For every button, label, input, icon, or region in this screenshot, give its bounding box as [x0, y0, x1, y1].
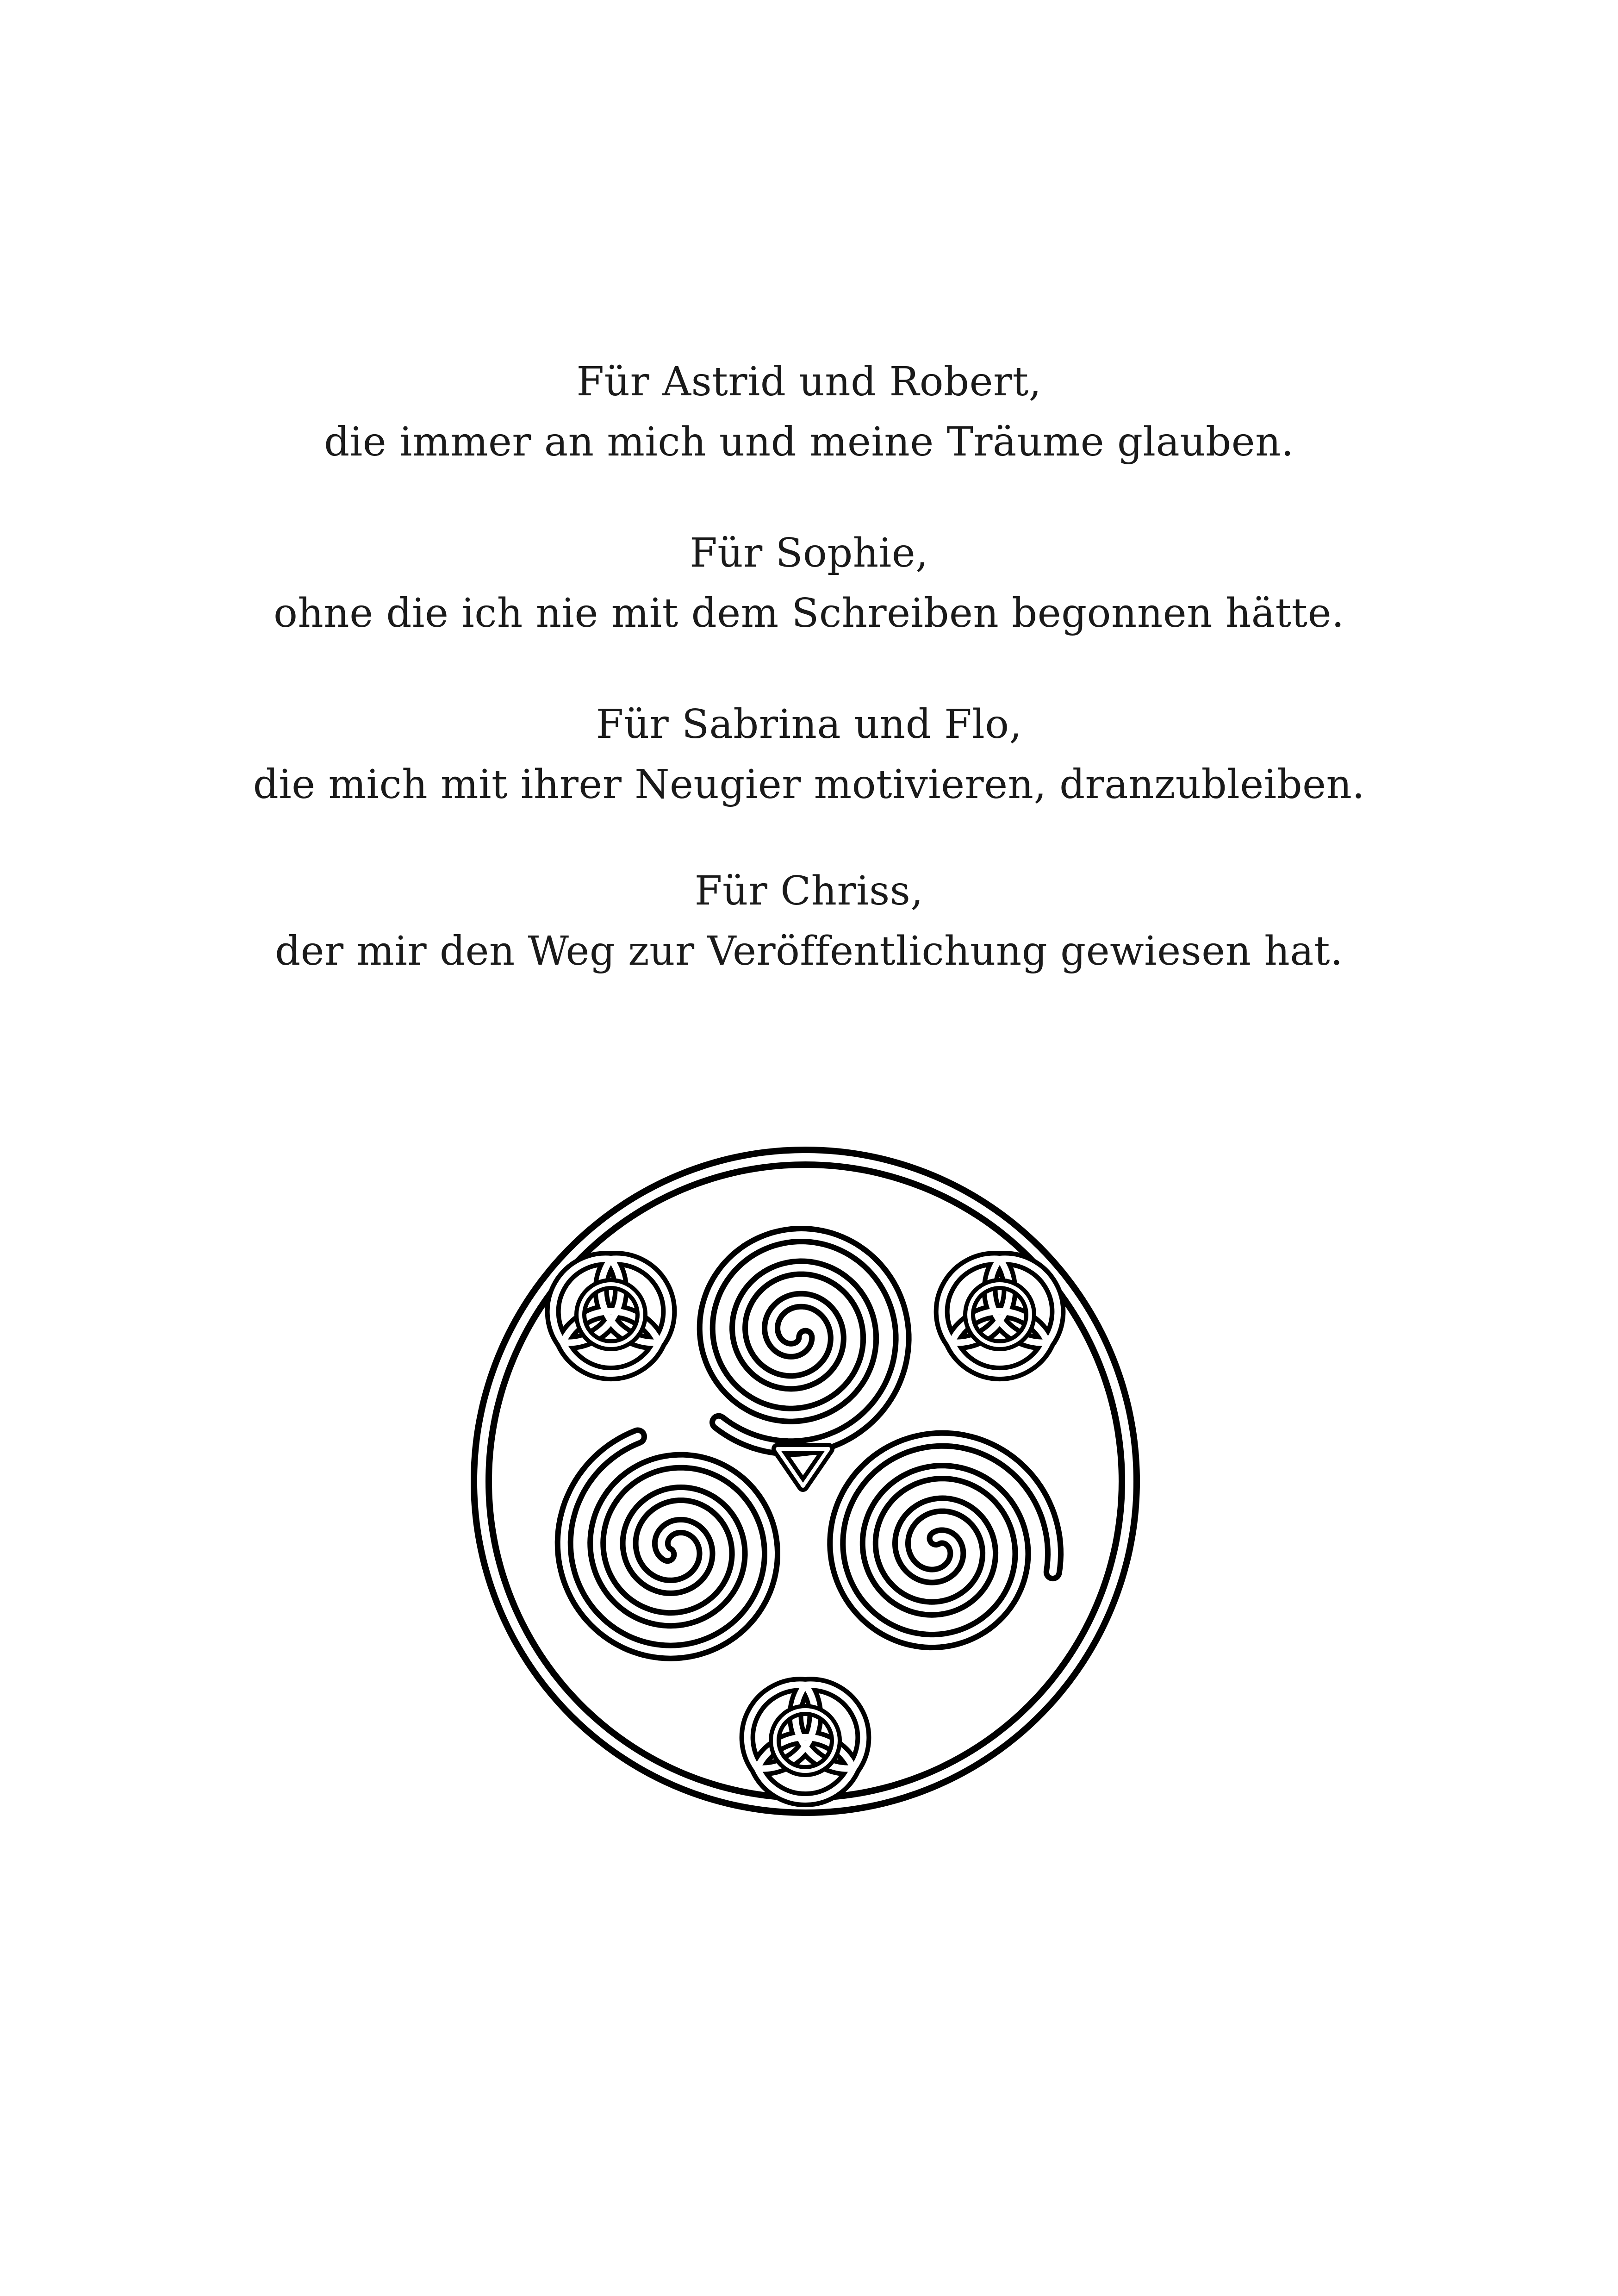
dedication-recipient: Für Astrid und Robert,: [576, 359, 1042, 405]
dedication-recipient: Für Sophie,: [690, 530, 928, 576]
dedication-stanza: [0, 352, 1618, 472]
dedication-stanza: [0, 694, 1618, 815]
dedication-recipient: Für Sabrina und Flo,: [596, 701, 1022, 748]
dedication-recipient: Für Chriss,: [694, 868, 924, 914]
dedication-reason: ohne die ich nie mit dem Schreiben begonnen hätte.: [274, 590, 1344, 636]
dedication-reason: der mir den Weg zur Veröffentlichung gewiesen hat.: [275, 928, 1343, 974]
dedication-reason: die mich mit ihrer Neugier motivieren, dranzubleiben.: [253, 761, 1365, 808]
dedication-reason: die immer an mich und meine Träume glauben.: [324, 419, 1294, 465]
dedication-stanza: [0, 523, 1618, 643]
celtic-triskele-knot-icon: [454, 1129, 1157, 1833]
dedication-stanza: [0, 861, 1618, 981]
